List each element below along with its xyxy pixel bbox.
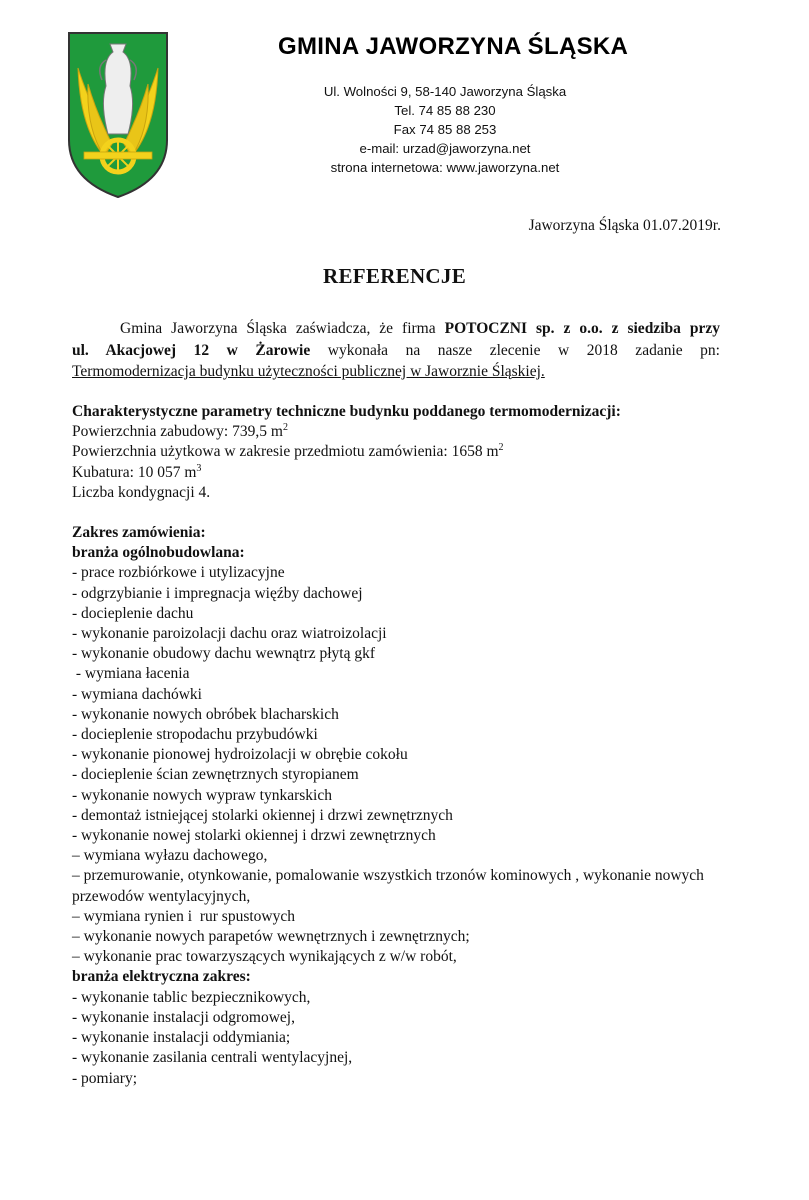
list-item: - wymiana łacenia <box>72 665 190 683</box>
list-item: - wykonanie zasilania centrali wentylacyjnej, <box>72 1049 353 1067</box>
intro-text-2: wykonała na nasze zlecenie w 2018 zadanie pn: <box>310 341 720 359</box>
list-item: - prace rozbiórkowe i utylizacyjne <box>72 564 285 582</box>
parameter-floors: Liczba kondygnacji 4. <box>72 483 211 501</box>
general-construction-heading: branża ogólnobudowlana: <box>72 544 245 562</box>
list-item: - wykonanie instalacji oddymiania; <box>72 1029 291 1047</box>
parameters-heading: Charakterystyczne parametry techniczne budynku poddanego termomodernizacji: <box>72 403 621 420</box>
list-item: - wykonanie instalacji odgromowej, <box>72 1008 295 1026</box>
intro-text-1: Gmina Jaworzyna Śląska zaświadcza, że firma <box>120 320 445 337</box>
parameter-volume: Kubatura: 10 057 $m^3$ <box>72 462 202 481</box>
intro-paragraph <box>72 318 720 383</box>
list-item: – przemurowanie, otynkowanie, pomalowanie wszystkich trzonów kominowych , wykonanie nowych przewodów wentylacyjnych, <box>72 867 704 905</box>
parameter-usable-area: Powierzchnia użytkowa w zakresie przedmiotu zamówienia: 1658 $m^2$ <box>72 442 504 461</box>
website-line: strona internetowa: www.jaworzyna.net <box>330 160 560 175</box>
address-line: Ul. Wolności 9, 58-140 Jaworzyna Śląska <box>323 84 567 99</box>
list-item: - odgrzybianie i impregnacja więźby dachowej <box>72 584 363 602</box>
list-item: - docieplenie dachu <box>72 604 194 622</box>
list-item: - wykonanie nowej stolarki okiennej i drzwi zewnętrznych <box>72 827 436 845</box>
document-body <box>72 402 732 1089</box>
scope-heading: Zakres zamówienia: <box>72 524 206 542</box>
list-item: - docieplenie ścian zewnętrznych styropianem <box>72 766 359 784</box>
document-title: REFERENCJE <box>322 264 467 288</box>
list-item: - wykonanie paroizolacji dachu oraz wiatroizolacji <box>72 625 387 643</box>
contractor-name: POTOCZNI sp. z o.o. z siedziba przy <box>444 320 720 337</box>
parameter-built-area: Powierzchnia zabudowy: 739,5 $m^2$ <box>72 422 288 441</box>
organization-name: GMINA JAWORZYNA ŚLĄSKA <box>278 33 629 60</box>
list-item: – wymiana wyłazu dachowego, <box>72 847 268 865</box>
list-item: - demontaż istniejącej stolarki okiennej i drzwi zewnętrznych <box>72 806 453 824</box>
document-date: Jaworzyna Śląska 01.07.2019r. <box>528 217 721 234</box>
general-construction-list <box>72 563 732 967</box>
list-item: - wykonanie nowych obróbek blacharskich <box>72 705 339 723</box>
project-name: Termomodernizacja budynku użyteczności publicznej w Jaworznie Śląskiej. <box>72 363 545 380</box>
list-item: - pomiary; <box>72 1069 137 1087</box>
list-item: – wykonanie prac towarzyszących wynikających z w/w robót, <box>72 948 457 966</box>
contact-block <box>320 82 570 177</box>
list-item: - wykonanie nowych wypraw tynkarskich <box>72 786 332 804</box>
coat-of-arms-emblem <box>66 30 170 200</box>
list-item: - wymiana dachówki <box>72 685 202 703</box>
fax-line: Fax 74 85 88 253 <box>393 122 497 137</box>
list-item: – wymiana rynien i rur spustowych <box>72 907 295 925</box>
list-item: – wykonanie nowych parapetów wewnętrznych i zewnętrznych; <box>72 928 470 946</box>
list-item: - wykonanie obudowy dachu wewnątrz płytą gkf <box>72 645 376 663</box>
email-line: e-mail: urzad@jaworzyna.net <box>359 141 531 156</box>
electrical-list <box>72 988 732 1089</box>
list-item: - wykonanie tablic bezpiecznikowych, <box>72 988 311 1006</box>
list-item: - docieplenie stropodachu przybudówki <box>72 726 318 744</box>
contractor-address: ul. Akacjowej 12 w Żarowie <box>72 341 311 359</box>
phone-line: Tel. 74 85 88 230 <box>394 103 496 118</box>
list-item: - wykonanie pionowej hydroizolacji w obrębie cokołu <box>72 746 408 764</box>
electrical-heading: branża elektryczna zakres: <box>72 968 251 986</box>
